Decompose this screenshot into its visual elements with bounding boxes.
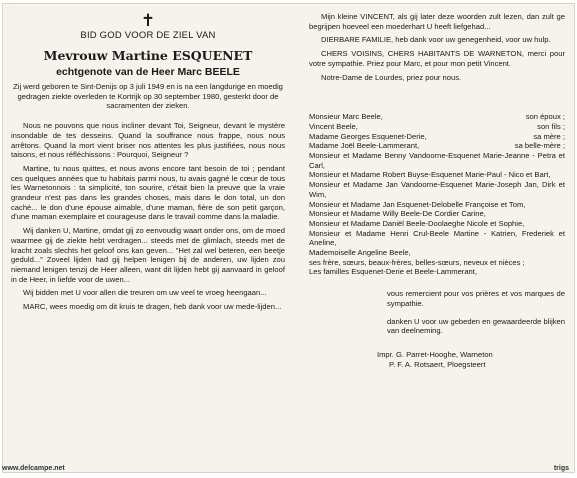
deceased-name: Mevrouw Martine ESQUENET — [43, 48, 253, 63]
family-entry: Monsieur et Madame Willy Beele-De Cordier Carine, — [309, 209, 486, 219]
family-relation: sa mère ; — [533, 131, 565, 141]
family-name: Madame Georges Esquenet-Derie, — [309, 131, 427, 141]
prayer-heading: BID GOD VOOR DE ZIEL VAN — [80, 30, 216, 41]
memorial-card — [2, 3, 575, 473]
biography: Zij werd geboren te Sint-Denijs op 3 juli 1949 en is na een langdurige en moedig gedragen ziekte overleden te Kortrijk op 30 september 1980, gesterkt door de sacramenten der zieken. — [13, 82, 283, 111]
family-entry: Monsieur et Madame Henri Crul-Beele Martine - Katrien, Frederiek et Aneline, — [309, 228, 565, 248]
watermark-user: trigs — [553, 465, 569, 472]
paragraph-vincent: Mijn kleine VINCENT, als gij later deze woorden zult lezen, dan zult ge begrijpen hoeveel een moederhart U heeft liefgehad... — [309, 12, 565, 31]
family-list — [309, 112, 565, 277]
thanks-french: vous remercient pour vos prières et vos marques de sympathie. — [387, 289, 565, 308]
family-relation: sa belle-mère ; — [514, 141, 565, 151]
family-relation: son époux ; — [525, 112, 565, 122]
family-entry: Monsieur et Madame Daniël Beele-Doolaeghe Nicole et Sophie, — [309, 218, 525, 228]
paragraph-3: Wij danken U, Martine, omdat gij zo eenvoudig waart onder ons, om de moed waarmee gij de ziekte hebt verdragen... steeds met de glimlach, steeds met de kracht zoals slechts het geloof ons kan geven... "Het zal wel beteren, een beetje geduld..." Zoveel lijden had gij helpen lenigen bij de anderen, uw lijden zou niemand lenigen tenzij de Heer alleen, want dit lijden hebt gij aanvaard in geloof in de Heer, in liefde voor de uwen... — [11, 226, 285, 284]
family-name: Monsieur Marc Beele, — [309, 112, 383, 122]
watermark-site: www.delcampe.net — [2, 465, 65, 472]
family-row — [309, 112, 565, 122]
family-name: Madame Joël Beele-Lammerant, — [309, 141, 420, 151]
printer-line-2: P. F. A. Rotsaert, Ploegsteert — [389, 359, 486, 369]
printer-info — [309, 350, 565, 369]
paragraph-lourdes: Notre-Dame de Lourdes, priez pour nous. — [321, 72, 462, 82]
family-name: Vincent Beele, — [309, 121, 358, 131]
family-relation: son fils ; — [537, 121, 565, 131]
spouse-line: echtgenote van de Heer Marc BEELE — [56, 66, 240, 78]
family-entry: Les familles Esquenet-Derie et Beele-Lammerant, — [309, 267, 477, 277]
family-entry: Monsieur et Madame Benny Vandoorne-Esquenet Marie-Jeanne - Petra et Carl, — [309, 151, 565, 170]
thanks-dutch: danken U voor uw gebeden en gewaardeerde blijken van deelneming. — [387, 316, 565, 336]
printer-line-1: Impr. G. Parret-Hooghe, Warneton — [377, 349, 493, 359]
paragraph-4: Wij bidden met U voor allen die treuren om uw veel te vroeg heengaan... — [23, 288, 267, 298]
paragraph-neighbours: CHERS VOISINS, CHERS HABITANTS DE WARNETON, merci pour votre sympathie. Priez pour Marc, et pour mon petit Vincent. — [309, 49, 565, 68]
right-page — [309, 12, 565, 369]
family-entry: Monsieur et Madame Jan Vandoorne-Esquenet Marie-Joseph Jan, Dirk et Wim, — [309, 180, 565, 199]
left-page — [11, 12, 285, 312]
family-row — [309, 132, 565, 142]
paragraph-family: DIERBARE FAMILIE, heb dank voor uw genegenheid, voor uw hulp. — [321, 35, 551, 45]
family-row — [309, 122, 565, 132]
family-entry: Mademoiselle Angeline Beele, — [309, 248, 411, 258]
family-entry: ses frère, sœurs, beaux-frères, belles-sœurs, neveux et nièces ; — [309, 257, 525, 267]
paragraph-2: Martine, tu nous quittes, et nous avons encore tant besoin de toi ; pendant ces quelques années que tu habitais parmi nous, tu avais gagné le cœur de tous les Warnetonnois : ta simplicité, ton sourire, c'était bien la preuve que la vraie grandeur n'est pas dans les grandes choses, mais dans le don total, un don caché... le don d'une épouse aimable, d'une maman, fière de son petit garçon, d'une maman exemplaire et courageuse dans le travail comme dans la maladie. — [11, 163, 285, 222]
paragraph-1: Nous ne pouvons que nous incliner devant Toi, Seigneur, devant le mystère insondable de tes desseins. Quand la souffrance nous frappe, nous nous arrêtons. Quand la mort vient briser nos attentes les plus justifiées, nous nous taisons, et nous réfléchissons : Pourquoi, Seigneur ? — [11, 121, 285, 160]
family-entry: Monsieur et Madame Robert Buyse-Esquenet Marie-Paul - Nico et Bart, — [309, 170, 551, 180]
paragraph-5: MARC, wees moedig om dit kruis te dragen, heb dank voor uw mede-lijden... — [23, 302, 282, 312]
family-row — [309, 141, 565, 151]
cross-icon: ✝ — [140, 11, 156, 30]
family-entry: Monsieur et Madame Jan Esquenet-Delobelle Françoise et Tom, — [309, 199, 526, 209]
